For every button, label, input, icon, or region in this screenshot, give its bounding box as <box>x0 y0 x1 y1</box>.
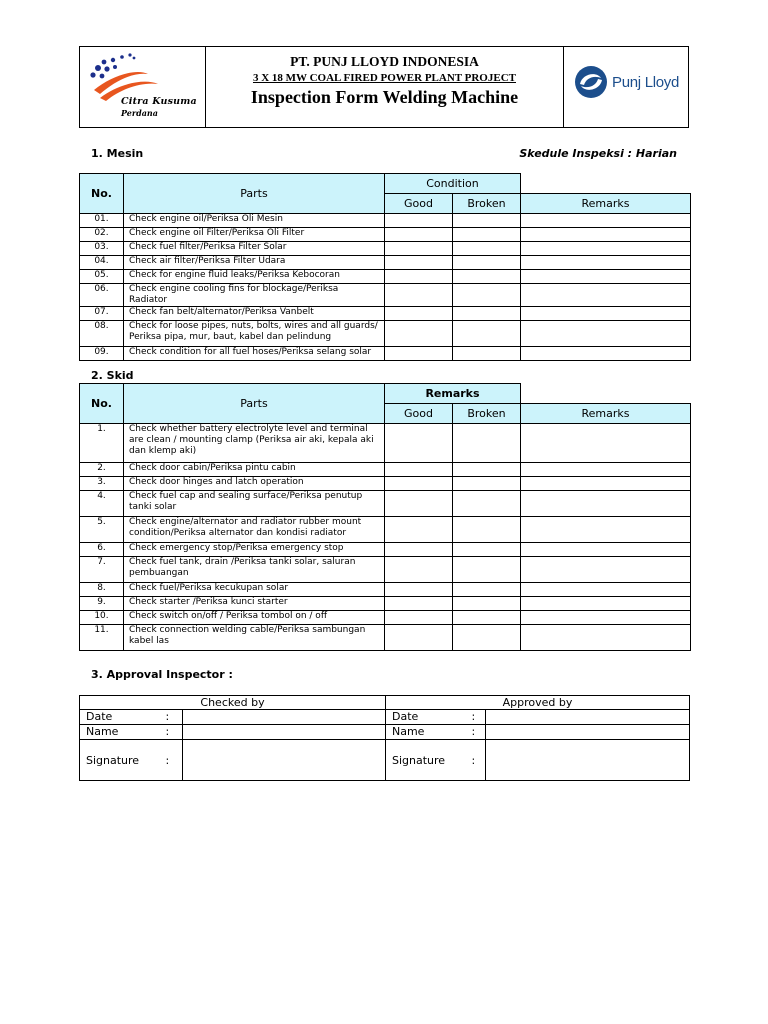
part-description-line: Check fan belt/alternator/Periksa Vanbelt <box>129 307 314 317</box>
mesin-checklist-table <box>79 173 691 361</box>
part-description-line: Check fuel cap and sealing surface/Periksa penutup <box>129 491 363 501</box>
company-name: PT. PUNJ LLOYD INDONESIA <box>290 54 479 69</box>
part-description <box>124 270 385 284</box>
remarks-cell[interactable] <box>521 256 691 270</box>
part-description <box>124 242 385 256</box>
checked-by-header: Checked by <box>80 696 386 710</box>
checked-signature-label: Signature <box>80 740 160 781</box>
part-description <box>124 557 385 583</box>
approval-table <box>79 695 690 781</box>
row-number: 06. <box>80 284 124 307</box>
row-number: 08. <box>80 321 124 347</box>
table-row <box>80 242 691 256</box>
part-description-line: Check engine/alternator and radiator rubber mount <box>129 517 362 527</box>
remarks-cell[interactable] <box>521 463 691 477</box>
table-row <box>80 307 691 321</box>
part-description-line: kabel las <box>129 636 169 646</box>
row-number: 09. <box>80 347 124 361</box>
colon: : <box>466 740 486 781</box>
broken-cell[interactable] <box>453 517 521 543</box>
remarks-cell[interactable] <box>521 543 691 557</box>
colon: : <box>466 725 486 740</box>
remarks-cell[interactable] <box>521 347 691 361</box>
table-row <box>80 477 691 491</box>
part-description-line: Check for engine fluid leaks/Periksa Kebocoran <box>129 270 340 280</box>
approved-date-label: Date <box>386 710 466 725</box>
row-number: 05. <box>80 270 124 284</box>
citra-kusuma-logo-icon <box>86 52 201 102</box>
table-row <box>80 463 691 477</box>
table-row <box>80 491 691 517</box>
good-cell[interactable] <box>385 321 453 347</box>
form-title: Inspection Form Welding Machine <box>250 87 519 107</box>
good-cell[interactable] <box>385 597 453 611</box>
part-description <box>124 597 385 611</box>
colon: : <box>160 710 183 725</box>
part-description <box>124 347 385 361</box>
good-cell[interactable] <box>385 347 453 361</box>
good-cell[interactable] <box>385 543 453 557</box>
broken-cell[interactable] <box>453 347 521 361</box>
section3-title: 3. Approval Inspector : <box>91 668 233 681</box>
part-description <box>124 491 385 517</box>
good-cell[interactable] <box>385 228 453 242</box>
colon: : <box>160 740 183 781</box>
part-description <box>124 611 385 625</box>
col-no-header: No. <box>80 174 124 214</box>
good-cell[interactable] <box>385 477 453 491</box>
part-description <box>124 256 385 270</box>
project-name: 3 X 18 MW COAL FIRED POWER PLANT PROJECT <box>252 72 516 84</box>
part-description-line: Check engine oil Filter/Periksa Oli Filter <box>129 228 305 238</box>
broken-cell[interactable] <box>453 214 521 228</box>
skid-checklist-table <box>79 383 691 651</box>
part-description <box>124 284 385 307</box>
good-cell[interactable] <box>385 583 453 597</box>
part-description-line: Periksa pipa, mur, baut, kabel dan pelindung <box>129 332 332 342</box>
good-cell[interactable] <box>385 625 453 651</box>
col-broken-header: Broken <box>453 194 521 214</box>
row-number: 6. <box>80 543 124 557</box>
table-row <box>80 517 691 543</box>
remarks-cell[interactable] <box>521 557 691 583</box>
remarks-cell[interactable] <box>521 214 691 228</box>
table-row <box>80 557 691 583</box>
punj-lloyd-logo-cell <box>564 47 688 127</box>
part-description <box>124 228 385 242</box>
table-row <box>80 424 691 463</box>
good-cell[interactable] <box>385 284 453 307</box>
citra-kusuma-logo-cell <box>80 47 206 127</box>
part-description-line: Check fuel tank, drain /Periksa tanki solar, saluran <box>129 557 356 567</box>
col-remarks-header: Remarks <box>521 404 691 424</box>
broken-cell[interactable] <box>453 242 521 256</box>
table-row <box>80 228 691 242</box>
part-description <box>124 214 385 228</box>
broken-cell[interactable] <box>453 256 521 270</box>
good-cell[interactable] <box>385 242 453 256</box>
citra-kusuma-logo-text: Citra Kusuma <box>121 96 197 107</box>
table-row <box>80 543 691 557</box>
row-number: 4. <box>80 491 124 517</box>
broken-cell[interactable] <box>453 307 521 321</box>
part-description-line: Check fuel filter/Periksa Filter Solar <box>129 242 287 252</box>
checked-name-label: Name <box>80 725 160 740</box>
table-row <box>80 347 691 361</box>
part-description-line: Check condition for all fuel hoses/Periksa selang solar <box>129 347 372 357</box>
part-description-line: Check emergency stop/Periksa emergency stop <box>129 543 344 553</box>
good-cell[interactable] <box>385 256 453 270</box>
part-description-line: condition/Periksa alternator dan kondisi radiator <box>129 528 347 538</box>
row-number: 9. <box>80 597 124 611</box>
part-description <box>124 307 385 321</box>
part-description <box>124 625 385 651</box>
broken-cell[interactable] <box>453 228 521 242</box>
col-condition-header: Condition <box>385 174 521 194</box>
approved-by-header: Approved by <box>386 696 690 710</box>
table-row <box>80 270 691 284</box>
broken-cell[interactable] <box>453 543 521 557</box>
remarks-cell[interactable] <box>521 597 691 611</box>
row-number: 3. <box>80 477 124 491</box>
broken-cell[interactable] <box>453 424 521 463</box>
table-row <box>80 625 691 651</box>
part-description-line: Check whether battery electrolyte level and terminal <box>129 424 368 434</box>
part-description-line: Check connection welding cable/Periksa sambungan <box>129 625 366 635</box>
remarks-cell[interactable] <box>521 491 691 517</box>
broken-cell[interactable] <box>453 463 521 477</box>
row-number: 03. <box>80 242 124 256</box>
table-row <box>80 321 691 347</box>
checked-signature-field[interactable] <box>183 740 386 781</box>
remarks-cell[interactable] <box>521 611 691 625</box>
checked-date-label: Date <box>80 710 160 725</box>
row-number: 07. <box>80 307 124 321</box>
punj-lloyd-logo-text: Punj Lloyd <box>612 73 680 91</box>
part-description-line: Check door hinges and latch operation <box>129 477 304 487</box>
approved-date-field[interactable] <box>486 710 690 725</box>
approved-signature-label: Signature <box>386 740 466 781</box>
punj-lloyd-logo <box>574 65 679 99</box>
part-description-line: pembuangan <box>129 568 189 578</box>
good-cell[interactable] <box>385 611 453 625</box>
good-cell[interactable] <box>385 517 453 543</box>
remarks-cell[interactable] <box>521 228 691 242</box>
col-parts-header: Parts <box>124 174 385 214</box>
broken-cell[interactable] <box>453 284 521 307</box>
table-row <box>80 256 691 270</box>
part-description-line: Check for loose pipes, nuts, bolts, wires and all guards/ <box>129 321 378 331</box>
table-row <box>80 214 691 228</box>
good-cell[interactable] <box>385 424 453 463</box>
good-cell[interactable] <box>385 557 453 583</box>
part-description-line: Check door cabin/Periksa pintu cabin <box>129 463 296 473</box>
broken-cell[interactable] <box>453 611 521 625</box>
table-row <box>80 284 691 307</box>
part-description-line: Check starter /Periksa kunci starter <box>129 597 288 607</box>
col-good-header: Good <box>385 194 453 214</box>
part-description-line: Check air filter/Periksa Filter Udara <box>129 256 286 266</box>
colon: : <box>466 710 486 725</box>
row-number: 01. <box>80 214 124 228</box>
punj-lloyd-swirl-icon <box>574 65 608 99</box>
broken-cell[interactable] <box>453 557 521 583</box>
remarks-cell[interactable] <box>521 477 691 491</box>
broken-cell[interactable] <box>453 321 521 347</box>
part-description-line: Check engine oil/Periksa Oli Mesin <box>129 214 283 224</box>
row-number: 5. <box>80 517 124 543</box>
col-remarks-header: Remarks <box>521 194 691 214</box>
part-description-line: Check switch on/off / Periksa tombol on / off <box>129 611 328 621</box>
broken-cell[interactable] <box>453 491 521 517</box>
good-cell[interactable] <box>385 270 453 284</box>
broken-cell[interactable] <box>453 477 521 491</box>
row-number: 04. <box>80 256 124 270</box>
remarks-cell[interactable] <box>521 307 691 321</box>
part-description <box>124 477 385 491</box>
section1-title: 1. Mesin <box>91 147 144 160</box>
row-number: 02. <box>80 228 124 242</box>
table-row <box>80 611 691 625</box>
table-row <box>80 583 691 597</box>
inspection-schedule: Skedule Inspeksi : Harian <box>519 147 677 160</box>
checked-name-field[interactable] <box>183 725 386 740</box>
part-description <box>124 583 385 597</box>
remarks-cell[interactable] <box>521 625 691 651</box>
form-header <box>79 46 689 128</box>
row-number: 8. <box>80 583 124 597</box>
part-description-line: dan klemp aki) <box>129 446 197 456</box>
part-description-line: tanki solar <box>129 502 177 512</box>
good-cell[interactable] <box>385 463 453 477</box>
good-cell[interactable] <box>385 214 453 228</box>
remarks-cell[interactable] <box>521 517 691 543</box>
col-remarks-group-header: Remarks <box>385 384 521 404</box>
good-cell[interactable] <box>385 491 453 517</box>
row-number: 2. <box>80 463 124 477</box>
colon: : <box>160 725 183 740</box>
remarks-cell[interactable] <box>521 270 691 284</box>
perdana-logo-text: Perdana <box>121 108 158 118</box>
broken-cell[interactable] <box>453 625 521 651</box>
approved-name-field[interactable] <box>486 725 690 740</box>
row-number: 1. <box>80 424 124 463</box>
remarks-cell[interactable] <box>521 242 691 256</box>
broken-cell[interactable] <box>453 270 521 284</box>
remarks-cell[interactable] <box>521 321 691 347</box>
good-cell[interactable] <box>385 307 453 321</box>
header-title-cell <box>206 47 564 127</box>
row-number: 11. <box>80 625 124 651</box>
part-description <box>124 543 385 557</box>
remarks-cell[interactable] <box>521 583 691 597</box>
approved-name-label: Name <box>386 725 466 740</box>
col-good-header: Good <box>385 404 453 424</box>
part-description <box>124 463 385 477</box>
remarks-cell[interactable] <box>521 424 691 463</box>
row-number: 10. <box>80 611 124 625</box>
remarks-cell[interactable] <box>521 284 691 307</box>
part-description <box>124 321 385 347</box>
part-description-line: Check engine cooling fins for blockage/Periksa Radiator <box>129 284 339 305</box>
part-description-line: are clean / mounting clamp (Periksa air aki, kepala aki <box>129 435 374 445</box>
part-description <box>124 424 385 463</box>
broken-cell[interactable] <box>453 597 521 611</box>
broken-cell[interactable] <box>453 583 521 597</box>
table-row <box>80 597 691 611</box>
approved-signature-field[interactable] <box>486 740 690 781</box>
part-description <box>124 517 385 543</box>
col-parts-header: Parts <box>124 384 385 424</box>
row-number: 7. <box>80 557 124 583</box>
section2-title: 2. Skid <box>91 369 134 382</box>
checked-date-field[interactable] <box>183 710 386 725</box>
col-no-header: No. <box>80 384 124 424</box>
part-description-line: Check fuel/Periksa kecukupan solar <box>129 583 289 593</box>
col-broken-header: Broken <box>453 404 521 424</box>
